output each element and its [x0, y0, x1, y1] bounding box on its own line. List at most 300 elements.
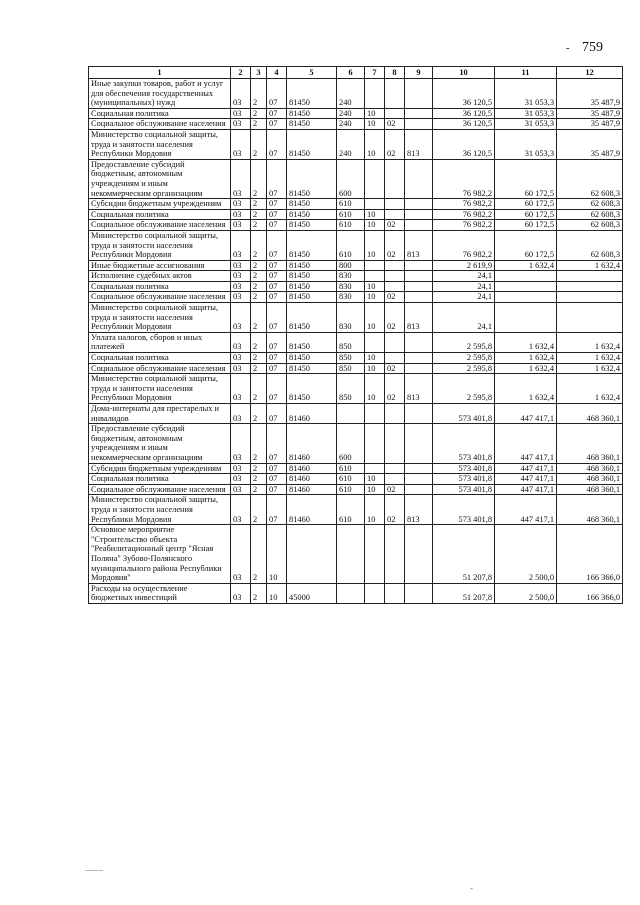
- code-cell: [365, 199, 385, 210]
- code-cell: 813: [405, 129, 433, 159]
- code-cell: 03: [231, 484, 251, 495]
- code-cell: 03: [231, 230, 251, 260]
- code-cell: 02: [385, 230, 405, 260]
- amount-cell: 60 172,5: [495, 230, 557, 260]
- code-cell: 07: [267, 332, 287, 352]
- row-name-cell: Социальная политика: [89, 474, 231, 485]
- code-cell: 02: [385, 220, 405, 231]
- code-cell: 03: [231, 79, 251, 109]
- column-header: 3: [251, 67, 267, 79]
- amount-cell: 468 360,1: [557, 484, 623, 495]
- code-cell: 600: [337, 424, 365, 463]
- amount-cell: 31 053,3: [495, 79, 557, 109]
- code-cell: 03: [231, 292, 251, 303]
- table-body: [89, 79, 623, 604]
- table-row: [89, 260, 623, 271]
- code-cell: 81450: [287, 332, 337, 352]
- row-name-cell: Социальное обслуживание населения: [89, 484, 231, 495]
- amount-cell: 1 632,4: [495, 353, 557, 364]
- code-cell: 2: [251, 108, 267, 119]
- code-cell: 02: [385, 129, 405, 159]
- code-cell: 850: [337, 363, 365, 374]
- amount-cell: 60 172,5: [495, 199, 557, 210]
- code-cell: 81460: [287, 474, 337, 485]
- code-cell: [405, 363, 433, 374]
- amount-cell: 447 417,1: [495, 424, 557, 463]
- code-cell: 81450: [287, 159, 337, 198]
- code-cell: 03: [231, 495, 251, 525]
- code-cell: 240: [337, 119, 365, 130]
- row-name-cell: Министерство социальной защиты, труда и занятости населения Республики Мордовия: [89, 303, 231, 333]
- code-cell: [405, 108, 433, 119]
- amount-cell: 31 053,3: [495, 129, 557, 159]
- code-cell: 03: [231, 108, 251, 119]
- amount-cell: 62 608,3: [557, 220, 623, 231]
- code-cell: 03: [231, 260, 251, 271]
- amount-cell: 1 632,4: [557, 363, 623, 374]
- code-cell: 2: [251, 424, 267, 463]
- row-name-cell: Социальное обслуживание населения: [89, 363, 231, 374]
- code-cell: 02: [385, 484, 405, 495]
- code-cell: 81460: [287, 495, 337, 525]
- code-cell: [405, 525, 433, 584]
- code-cell: 10: [365, 374, 385, 404]
- row-name-cell: Субсидии бюджетным учреждениям: [89, 463, 231, 474]
- column-header: 5: [287, 67, 337, 79]
- code-cell: [405, 260, 433, 271]
- code-cell: 830: [337, 281, 365, 292]
- code-cell: 03: [231, 129, 251, 159]
- amount-cell: 62 608,3: [557, 159, 623, 198]
- table-row: [89, 353, 623, 364]
- amount-cell: 2 595,8: [433, 374, 495, 404]
- amount-cell: 36 120,5: [433, 129, 495, 159]
- code-cell: 03: [231, 474, 251, 485]
- code-cell: [365, 525, 385, 584]
- code-cell: 2: [251, 281, 267, 292]
- amount-cell: [495, 303, 557, 333]
- code-cell: [385, 209, 405, 220]
- table-header-row: [89, 67, 623, 79]
- code-cell: 850: [337, 374, 365, 404]
- code-cell: [385, 583, 405, 603]
- code-cell: 02: [385, 303, 405, 333]
- amount-cell: 1 632,4: [557, 353, 623, 364]
- amount-cell: 447 417,1: [495, 495, 557, 525]
- code-cell: 830: [337, 292, 365, 303]
- code-cell: 2: [251, 260, 267, 271]
- code-cell: 07: [267, 79, 287, 109]
- code-cell: 07: [267, 374, 287, 404]
- amount-cell: 573 401,8: [433, 474, 495, 485]
- amount-cell: 2 500,0: [495, 583, 557, 603]
- code-cell: 10: [365, 281, 385, 292]
- amount-cell: 36 120,5: [433, 119, 495, 130]
- code-cell: 830: [337, 271, 365, 282]
- code-cell: 2: [251, 583, 267, 603]
- row-name-cell: Министерство социальной защиты, труда и занятости населения Республики Мордовия: [89, 129, 231, 159]
- code-cell: 81450: [287, 119, 337, 130]
- amount-cell: 447 417,1: [495, 474, 557, 485]
- column-header: 7: [365, 67, 385, 79]
- code-cell: [405, 209, 433, 220]
- row-name-cell: Уплата налогов, сборов и иных платежей: [89, 332, 231, 352]
- amount-cell: 573 401,8: [433, 424, 495, 463]
- code-cell: 81450: [287, 129, 337, 159]
- table-row: [89, 583, 623, 603]
- code-cell: 07: [267, 404, 287, 424]
- table-row: [89, 271, 623, 282]
- code-cell: 07: [267, 424, 287, 463]
- table-row: [89, 129, 623, 159]
- table-row: [89, 474, 623, 485]
- amount-cell: 24,1: [433, 292, 495, 303]
- amount-cell: 35 487,9: [557, 108, 623, 119]
- code-cell: 2: [251, 363, 267, 374]
- code-cell: 2: [251, 474, 267, 485]
- amount-cell: 1 632,4: [557, 374, 623, 404]
- amount-cell: 51 207,8: [433, 525, 495, 584]
- row-name-cell: Социальная политика: [89, 281, 231, 292]
- table-row: [89, 119, 623, 130]
- code-cell: [337, 404, 365, 424]
- code-cell: [405, 159, 433, 198]
- code-cell: [405, 474, 433, 485]
- row-name-cell: Социальное обслуживание населения: [89, 119, 231, 130]
- row-name-cell: Исполнение судебных актов: [89, 271, 231, 282]
- amount-cell: 2 619,9: [433, 260, 495, 271]
- code-cell: 610: [337, 220, 365, 231]
- code-cell: 81450: [287, 220, 337, 231]
- table-row: [89, 108, 623, 119]
- code-cell: [385, 260, 405, 271]
- budget-table: [88, 66, 623, 604]
- amount-cell: 468 360,1: [557, 463, 623, 474]
- code-cell: 850: [337, 353, 365, 364]
- amount-cell: 35 487,9: [557, 79, 623, 109]
- column-header: 4: [267, 67, 287, 79]
- code-cell: 2: [251, 525, 267, 584]
- code-cell: 07: [267, 484, 287, 495]
- amount-cell: 60 172,5: [495, 220, 557, 231]
- amount-cell: [557, 303, 623, 333]
- column-header: 10: [433, 67, 495, 79]
- code-cell: 830: [337, 303, 365, 333]
- table-row: [89, 159, 623, 198]
- table-row: [89, 332, 623, 352]
- code-cell: 2: [251, 463, 267, 474]
- code-cell: [385, 525, 405, 584]
- row-name-cell: Субсидии бюджетным учреждениям: [89, 199, 231, 210]
- code-cell: 240: [337, 79, 365, 109]
- code-cell: 10: [365, 292, 385, 303]
- code-cell: 10: [365, 220, 385, 231]
- amount-cell: 24,1: [433, 281, 495, 292]
- code-cell: 07: [267, 209, 287, 220]
- amount-cell: 24,1: [433, 271, 495, 282]
- row-name-cell: Иные закупки товаров, работ и услуг для обеспечения государственных (муниципальных) нужд: [89, 79, 231, 109]
- amount-cell: 573 401,8: [433, 495, 495, 525]
- amount-cell: 1 632,4: [495, 374, 557, 404]
- code-cell: 610: [337, 209, 365, 220]
- code-cell: 10: [365, 119, 385, 130]
- row-name-cell: Социальная политика: [89, 209, 231, 220]
- amount-cell: 1 632,4: [495, 260, 557, 271]
- code-cell: 03: [231, 353, 251, 364]
- code-cell: [365, 79, 385, 109]
- code-cell: 81450: [287, 79, 337, 109]
- amount-cell: 447 417,1: [495, 463, 557, 474]
- row-name-cell: Предоставление субсидий бюджетным, автономным учреждениям и иным некоммерческим организациям: [89, 424, 231, 463]
- amount-cell: 2 595,8: [433, 353, 495, 364]
- code-cell: 07: [267, 230, 287, 260]
- code-cell: [385, 199, 405, 210]
- row-name-cell: Дома-интернаты для престарелых и инвалидов: [89, 404, 231, 424]
- code-cell: 2: [251, 374, 267, 404]
- code-cell: [405, 220, 433, 231]
- code-cell: 03: [231, 119, 251, 130]
- amount-cell: 51 207,8: [433, 583, 495, 603]
- code-cell: 07: [267, 108, 287, 119]
- amount-cell: 573 401,8: [433, 463, 495, 474]
- amount-cell: 1 632,4: [557, 260, 623, 271]
- amount-cell: 2 500,0: [495, 525, 557, 584]
- amount-cell: 1 632,4: [557, 332, 623, 352]
- code-cell: [405, 199, 433, 210]
- row-name-cell: Социальная политика: [89, 108, 231, 119]
- column-header: 9: [405, 67, 433, 79]
- code-cell: [337, 525, 365, 584]
- table-row: [89, 525, 623, 584]
- code-cell: 610: [337, 484, 365, 495]
- code-cell: 81450: [287, 363, 337, 374]
- code-cell: 800: [337, 260, 365, 271]
- code-cell: [405, 79, 433, 109]
- code-cell: 10: [365, 484, 385, 495]
- code-cell: 81450: [287, 271, 337, 282]
- row-name-cell: Министерство социальной защиты, труда и занятости населения Республики Мордовия: [89, 374, 231, 404]
- code-cell: [365, 159, 385, 198]
- amount-cell: 60 172,5: [495, 209, 557, 220]
- code-cell: 81460: [287, 424, 337, 463]
- code-cell: [287, 525, 337, 584]
- footer-rule: [85, 870, 103, 871]
- code-cell: 03: [231, 159, 251, 198]
- amount-cell: [557, 271, 623, 282]
- amount-cell: 76 982,2: [433, 209, 495, 220]
- amount-cell: 60 172,5: [495, 159, 557, 198]
- code-cell: [405, 484, 433, 495]
- code-cell: [385, 474, 405, 485]
- code-cell: [405, 332, 433, 352]
- code-cell: 10: [267, 525, 287, 584]
- code-cell: 2: [251, 332, 267, 352]
- code-cell: 07: [267, 303, 287, 333]
- code-cell: 600: [337, 159, 365, 198]
- code-cell: [385, 281, 405, 292]
- code-cell: [365, 424, 385, 463]
- amount-cell: [495, 292, 557, 303]
- code-cell: 10: [365, 303, 385, 333]
- column-header: 1: [89, 67, 231, 79]
- code-cell: 45000: [287, 583, 337, 603]
- code-cell: 81450: [287, 209, 337, 220]
- amount-cell: 62 608,3: [557, 209, 623, 220]
- row-name-cell: Предоставление субсидий бюджетным, автономным учреждениям и иным некоммерческим организациям: [89, 159, 231, 198]
- table-row: [89, 209, 623, 220]
- code-cell: [337, 583, 365, 603]
- code-cell: 2: [251, 292, 267, 303]
- code-cell: [385, 159, 405, 198]
- code-cell: 610: [337, 230, 365, 260]
- amount-cell: 468 360,1: [557, 404, 623, 424]
- row-name-cell: Социальная политика: [89, 353, 231, 364]
- code-cell: 2: [251, 159, 267, 198]
- code-cell: 81450: [287, 292, 337, 303]
- code-cell: 813: [405, 374, 433, 404]
- code-cell: [385, 271, 405, 282]
- code-cell: [385, 79, 405, 109]
- code-cell: 03: [231, 209, 251, 220]
- column-header: 6: [337, 67, 365, 79]
- code-cell: 2: [251, 199, 267, 210]
- amount-cell: 76 982,2: [433, 230, 495, 260]
- code-cell: 610: [337, 199, 365, 210]
- code-cell: 07: [267, 119, 287, 130]
- code-cell: 2: [251, 119, 267, 130]
- amount-cell: 62 608,3: [557, 230, 623, 260]
- table-row: [89, 363, 623, 374]
- code-cell: 2: [251, 230, 267, 260]
- amount-cell: 2 595,8: [433, 363, 495, 374]
- row-name-cell: Расходы на осуществление бюджетных инвестиций: [89, 583, 231, 603]
- amount-cell: 36 120,5: [433, 108, 495, 119]
- code-cell: [405, 292, 433, 303]
- code-cell: 2: [251, 271, 267, 282]
- code-cell: 03: [231, 363, 251, 374]
- table-row: [89, 484, 623, 495]
- table-row: [89, 303, 623, 333]
- code-cell: 10: [365, 495, 385, 525]
- code-cell: 07: [267, 281, 287, 292]
- page-mark: -: [566, 42, 570, 54]
- code-cell: 81450: [287, 353, 337, 364]
- amount-cell: 2 595,8: [433, 332, 495, 352]
- amount-cell: 76 982,2: [433, 220, 495, 231]
- code-cell: 10: [365, 353, 385, 364]
- code-cell: [365, 260, 385, 271]
- code-cell: [405, 463, 433, 474]
- amount-cell: 573 401,8: [433, 484, 495, 495]
- code-cell: 81450: [287, 108, 337, 119]
- code-cell: 03: [231, 374, 251, 404]
- table-row: [89, 463, 623, 474]
- amount-cell: 62 608,3: [557, 199, 623, 210]
- code-cell: 813: [405, 230, 433, 260]
- code-cell: 10: [365, 129, 385, 159]
- code-cell: 81450: [287, 199, 337, 210]
- amount-cell: [557, 292, 623, 303]
- table-row: [89, 495, 623, 525]
- table-row: [89, 220, 623, 231]
- table-row: [89, 230, 623, 260]
- code-cell: 07: [267, 220, 287, 231]
- code-cell: 10: [365, 474, 385, 485]
- code-cell: [385, 353, 405, 364]
- column-header: 11: [495, 67, 557, 79]
- code-cell: 03: [231, 199, 251, 210]
- amount-cell: 166 366,0: [557, 583, 623, 603]
- code-cell: [405, 353, 433, 364]
- code-cell: [365, 332, 385, 352]
- amount-cell: 36 120,5: [433, 79, 495, 109]
- amount-cell: 468 360,1: [557, 474, 623, 485]
- table-row: [89, 79, 623, 109]
- code-cell: 81460: [287, 463, 337, 474]
- code-cell: 07: [267, 495, 287, 525]
- code-cell: 03: [231, 332, 251, 352]
- code-cell: 03: [231, 271, 251, 282]
- table-row: [89, 199, 623, 210]
- table-row: [89, 404, 623, 424]
- code-cell: 10: [365, 230, 385, 260]
- amount-cell: [495, 271, 557, 282]
- code-cell: 03: [231, 281, 251, 292]
- amount-cell: 1 632,4: [495, 363, 557, 374]
- row-name-cell: Социальное обслуживание населения: [89, 292, 231, 303]
- code-cell: 2: [251, 404, 267, 424]
- amount-cell: [557, 281, 623, 292]
- code-cell: 07: [267, 129, 287, 159]
- code-cell: 07: [267, 199, 287, 210]
- amount-cell: 573 401,8: [433, 404, 495, 424]
- code-cell: 07: [267, 474, 287, 485]
- table-row: [89, 374, 623, 404]
- row-name-cell: Иные бюджетные ассигнования: [89, 260, 231, 271]
- amount-cell: 76 982,2: [433, 159, 495, 198]
- code-cell: 81450: [287, 230, 337, 260]
- table-row: [89, 292, 623, 303]
- code-cell: [385, 404, 405, 424]
- code-cell: [385, 108, 405, 119]
- code-cell: [405, 281, 433, 292]
- amount-cell: 24,1: [433, 303, 495, 333]
- code-cell: [385, 424, 405, 463]
- amount-cell: 468 360,1: [557, 424, 623, 463]
- code-cell: 2: [251, 484, 267, 495]
- code-cell: 02: [385, 374, 405, 404]
- code-cell: 610: [337, 474, 365, 485]
- code-cell: 81460: [287, 404, 337, 424]
- code-cell: 03: [231, 303, 251, 333]
- code-cell: 07: [267, 353, 287, 364]
- code-cell: 240: [337, 129, 365, 159]
- column-header: 12: [557, 67, 623, 79]
- code-cell: [405, 119, 433, 130]
- code-cell: [385, 463, 405, 474]
- row-name-cell: Министерство социальной защиты, труда и занятости населения Республики Мордовия: [89, 495, 231, 525]
- code-cell: 610: [337, 495, 365, 525]
- code-cell: [365, 583, 385, 603]
- amount-cell: 447 417,1: [495, 484, 557, 495]
- code-cell: 03: [231, 220, 251, 231]
- table-row: [89, 281, 623, 292]
- amount-cell: 35 487,9: [557, 119, 623, 130]
- code-cell: 813: [405, 303, 433, 333]
- code-cell: 02: [385, 292, 405, 303]
- code-cell: [365, 463, 385, 474]
- code-cell: 850: [337, 332, 365, 352]
